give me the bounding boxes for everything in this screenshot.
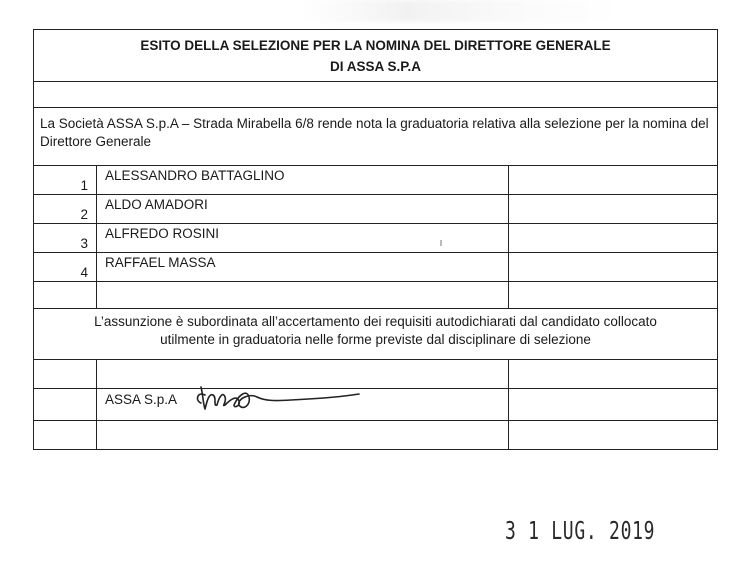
title-line-2: DI ASSA S.P.A [329,59,422,74]
empty-cell [509,282,718,309]
selection-result-table [33,29,718,450]
table-row [34,421,718,450]
empty-cell [509,224,718,253]
candidate-name: ALFREDO ROSINI [97,224,509,253]
date-stamp: 3 1 LUG. 2019 [505,516,656,545]
empty-cell [34,360,97,389]
candidate-name: ALDO AMADORI [97,195,509,224]
blank-row [34,82,718,108]
title-line-1: ESITO DELLA SELEZIONE PER LA NOMINA DEL DIRETTORE GENERALE [140,38,611,53]
table-row [34,282,718,309]
intro-row [34,108,718,166]
empty-cell [509,195,718,224]
empty-cell [34,421,97,450]
candidate-rank: 3 [34,224,97,253]
signature-cell [97,389,509,421]
table-row [34,166,718,195]
empty-cell [509,421,718,450]
table-row [34,360,718,389]
document-title [34,30,718,82]
table-row [34,224,718,253]
empty-cell [97,421,509,450]
table-row [34,253,718,282]
empty-cell [34,282,97,309]
table-row [34,195,718,224]
empty-cell [509,253,718,282]
signatory-name: ASSA S.p.A [105,392,178,407]
scan-smudge [300,0,620,22]
empty-cell [509,389,718,421]
empty-cell [34,389,97,421]
title-row [34,30,718,82]
note-line-2: utilmente in graduatoria nelle forme previste dal disciplinare di selezione [160,332,591,347]
signature-row [34,389,718,421]
empty-cell [509,166,718,195]
empty-cell [97,282,509,309]
candidate-name: ALESSANDRO BATTAGLINO [97,166,509,195]
handwritten-signature [191,381,366,417]
candidate-rank: 4 [34,253,97,282]
blank-cell [34,82,718,108]
candidate-name: RAFFAEL MASSA [97,253,509,282]
note-line-1: L’assunzione è subordinata all’accertamento dei requisiti autodichiarati dal candidato collocato [94,314,657,329]
candidate-rank: 1 [34,166,97,195]
empty-cell [509,360,718,389]
note-text [34,309,718,360]
candidate-rank: 2 [34,195,97,224]
intro-text: La Società ASSA S.p.A – Strada Mirabella 6/8 rende nota la graduatoria relativa alla selezione per la nomina del Direttore Generale [34,108,718,166]
note-row [34,309,718,360]
